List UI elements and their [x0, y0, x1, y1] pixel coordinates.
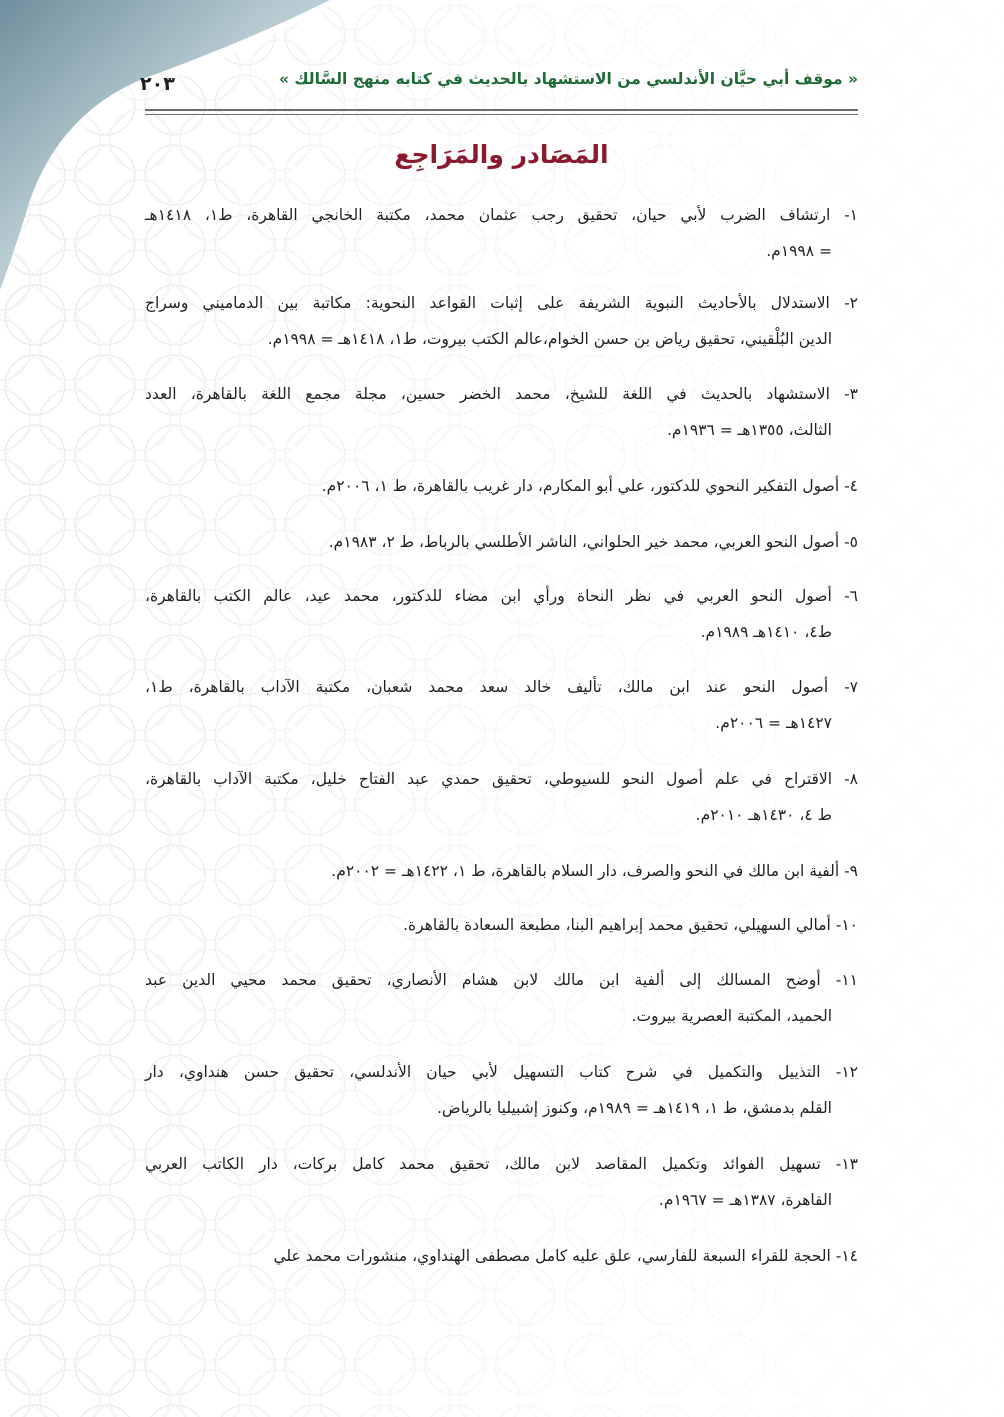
reference-line: ٩- ألفية ابن مالك في النحو والصرف، دار السلام بالقاهرة، ط ١، ١٤٢٢هـ = ٢٠٠٢م.	[331, 862, 858, 880]
references-list	[145, 197, 858, 1274]
reference-line: ٥- أصول النحو العربي، محمد خير الحلواني، الناشر الأطلسي بالرباط، ط ٢، ١٩٨٣م.	[328, 533, 858, 551]
reference-line: الحميد، المكتبة العصرية بيروت.	[631, 1007, 832, 1025]
reference-entry	[145, 907, 858, 943]
reference-entry	[145, 962, 858, 1034]
reference-line: ٧- أصول النحو عند ابن مالك، تأليف خالد سعد محمد شعبان، مكتبة الآداب بالقاهرة، ط١،	[145, 678, 858, 696]
reference-entry	[145, 285, 858, 357]
reference-entry	[145, 1054, 858, 1126]
page-number: ٢٠٣	[140, 73, 175, 95]
reference-line: ط٤، ١٤١٠هـ ١٩٨٩م.	[700, 623, 832, 641]
reference-line: ٨- الاقتراح في علم أصول النحو للسيوطي، تحقيق حمدي عبد الفتاح خليل، مكتبة الآداب بالقاهرة،	[145, 770, 858, 788]
reference-entry	[145, 1238, 858, 1274]
header-rule-thin	[145, 114, 858, 115]
reference-entry	[145, 669, 858, 741]
reference-line: ٢- الاستدلال بالأحاديث النبوية الشريفة على إثبات القواعد النحوية: مكاتبة بين الدماميني وسراج	[145, 294, 858, 312]
reference-entry	[145, 524, 858, 560]
reference-line: ١- ارتشاف الضرب لأبي حيان، تحقيق رجب عثمان محمد، مكتبة الخانجي القاهرة، ط١، ١٤١٨هـ	[145, 206, 858, 224]
reference-entry	[145, 578, 858, 650]
reference-line: ١٢- التذييل والتكميل في شرح كتاب التسهيل لأبي حيان الأندلسي، تحقيق حسن هنداوي، دار	[145, 1063, 858, 1081]
reference-line: = ١٩٩٨م.	[766, 242, 832, 260]
reference-entry	[145, 1146, 858, 1218]
section-title: المَصَادر والمَرَاجِع	[394, 140, 609, 169]
reference-line: ٦- أصول النحو العربي في نظر النحاة ورأي ابن مضاء للدكتور، محمد عيد، عالم الكتب بالقاهرة،	[145, 587, 858, 605]
reference-line: القلم بدمشق، ط ١، ١٤١٩هـ = ١٩٨٩م، وكنوز إشبيليا بالرياض.	[436, 1099, 832, 1117]
reference-line: ١٤٢٧هـ = ٢٠٠٦م.	[715, 714, 832, 732]
reference-line: ٣- الاستشهاد بالحديث في اللغة للشيخ، محمد الخضر حسين، مجلة مجمع اللغة بالقاهرة، العدد	[145, 385, 858, 403]
reference-entry	[145, 376, 858, 448]
running-header-title: « موقف أبي حيَّان الأندلسي من الاستشهاد بالحديث في كتابه منهج السَّالك »	[278, 70, 858, 88]
reference-line: ١٣- تسهيل الفوائد وتكميل المقاصد لابن مالك، تحقيق محمد كامل بركات، دار الكاتب العربي	[145, 1155, 858, 1173]
reference-line: ط ٤، ١٤٣٠هـ ٢٠١٠م.	[695, 806, 832, 824]
reference-entry	[145, 468, 858, 504]
reference-line: ١٠- أمالي السهيلي، تحقيق محمد إبراهيم البنا، مطبعة السعادة بالقاهرة.	[403, 916, 858, 934]
reference-entry	[145, 197, 858, 269]
reference-line: الثالث، ١٣٥٥هـ = ١٩٣٦م.	[666, 421, 832, 439]
reference-entry	[145, 853, 858, 889]
reference-line: الدين البُلْقيني، تحقيق رياض بن حسن الخوام،عالم الكتب بيروت، ط١، ١٤١٨هـ = ١٩٩٨م.	[267, 330, 832, 348]
reference-entry	[145, 761, 858, 833]
reference-line: ١١- أوضح المسالك إلى ألفية ابن مالك لابن هشام الأنصاري، تحقيق محمد محيي الدين عبد	[145, 971, 858, 989]
header-rule-thick	[145, 109, 858, 111]
reference-line: ١٤- الحجة للقراء السبعة للفارسي، علق عليه كامل مصطفى الهنداوي، منشورات محمد علي	[273, 1247, 858, 1265]
reference-line: ٤- أصول التفكير النحوي للدكتور، علي أبو المكارم، دار غريب بالقاهرة، ط ١، ٢٠٠٦م.	[321, 477, 858, 495]
reference-line: القاهرة، ١٣٨٧هـ = ١٩٦٧م.	[658, 1191, 832, 1209]
